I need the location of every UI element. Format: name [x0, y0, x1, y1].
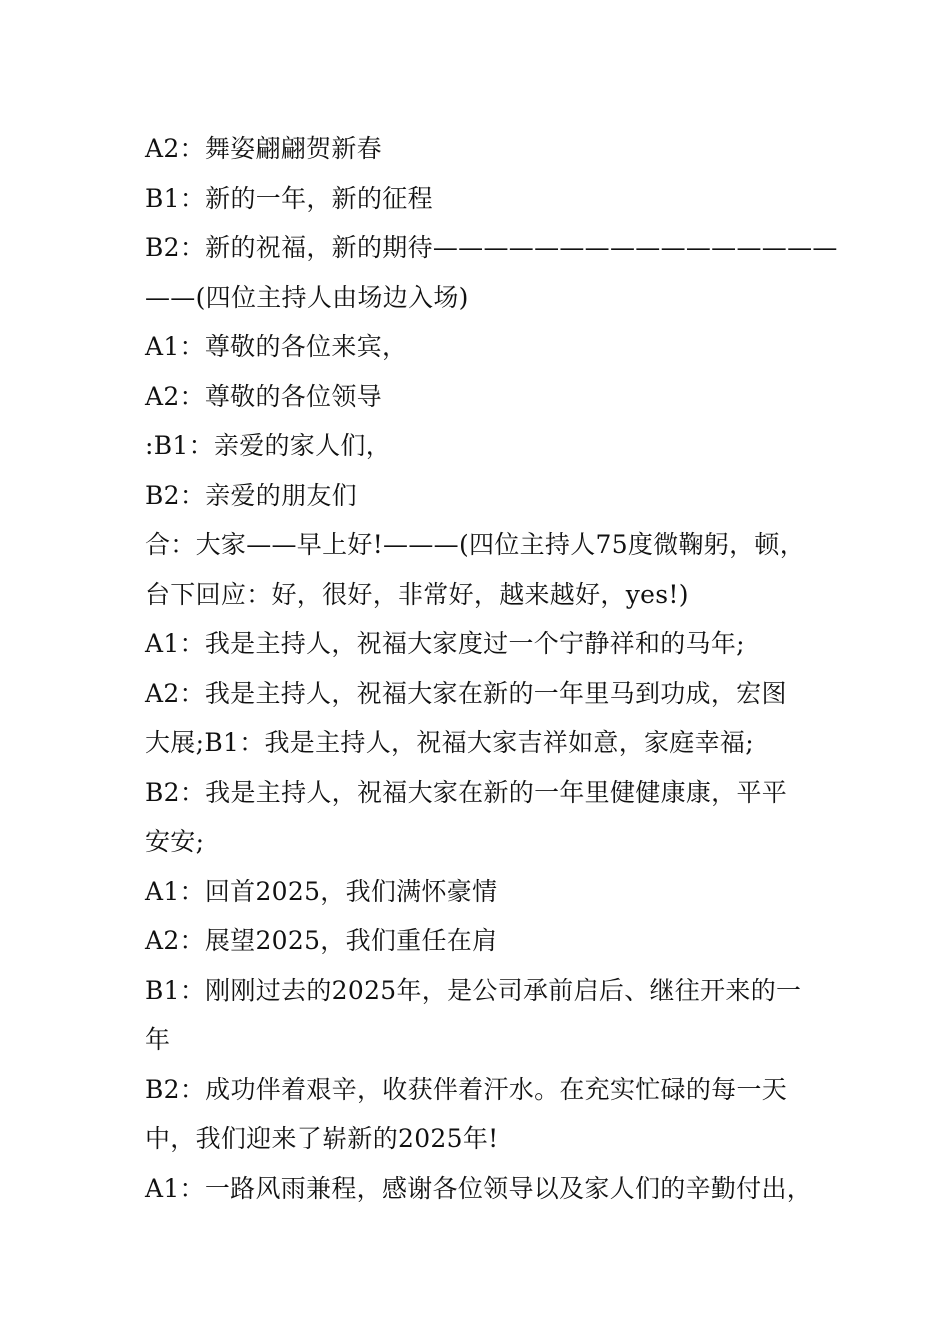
- text-line: B1：新的一年，新的征程: [145, 183, 433, 213]
- text-line: A1：尊敬的各位来宾，: [145, 332, 408, 361]
- text-line: ——(四位主持人由场边入场): [145, 282, 469, 312]
- text-line: A2：舞姿翩翩贺新春: [145, 134, 382, 163]
- text-line: A2：尊敬的各位领导: [145, 381, 382, 411]
- text-line: 中，我们迎来了崭新的2025年!: [145, 1124, 499, 1153]
- text-line: :B1：亲爱的家人们，: [145, 431, 392, 460]
- script-text-block: [145, 124, 838, 1213]
- text-line: 台下回应：好，很好，非常好，越来越好，yes!): [145, 579, 689, 609]
- text-line: 年: [145, 1025, 171, 1054]
- text-line: A1：回首2025，我们满怀豪情: [145, 876, 498, 906]
- text-line: A1：一路风雨兼程，感谢各位领导以及家人们的辛勤付出，: [145, 1173, 813, 1203]
- text-line: B1：刚刚过去的2025年，是公司承前启后、继往开来的一: [145, 975, 802, 1005]
- text-line: A2：展望2025，我们重任在肩: [145, 926, 498, 955]
- text-line: 安安;: [145, 827, 205, 856]
- text-line: B2：新的祝福，新的期待————————————————: [145, 233, 838, 262]
- text-line: A2：我是主持人，祝福大家在新的一年里马到功成，宏图: [145, 678, 787, 708]
- text-line: 大展;B1：我是主持人，祝福大家吉祥如意，家庭幸福;: [145, 728, 754, 757]
- text-line: B2：我是主持人，祝福大家在新的一年里健健康康，平平: [145, 777, 788, 807]
- text-line: B2：成功伴着艰辛，收获伴着汗水。在充实忙碌的每一天: [145, 1074, 788, 1104]
- text-line: A1：我是主持人，祝福大家度过一个宁静祥和的马年;: [145, 629, 745, 658]
- text-line: B2：亲爱的朋友们: [145, 480, 357, 510]
- text-line: 合：大家——早上好!———(四位主持人75度微鞠躬，顿，: [145, 530, 806, 559]
